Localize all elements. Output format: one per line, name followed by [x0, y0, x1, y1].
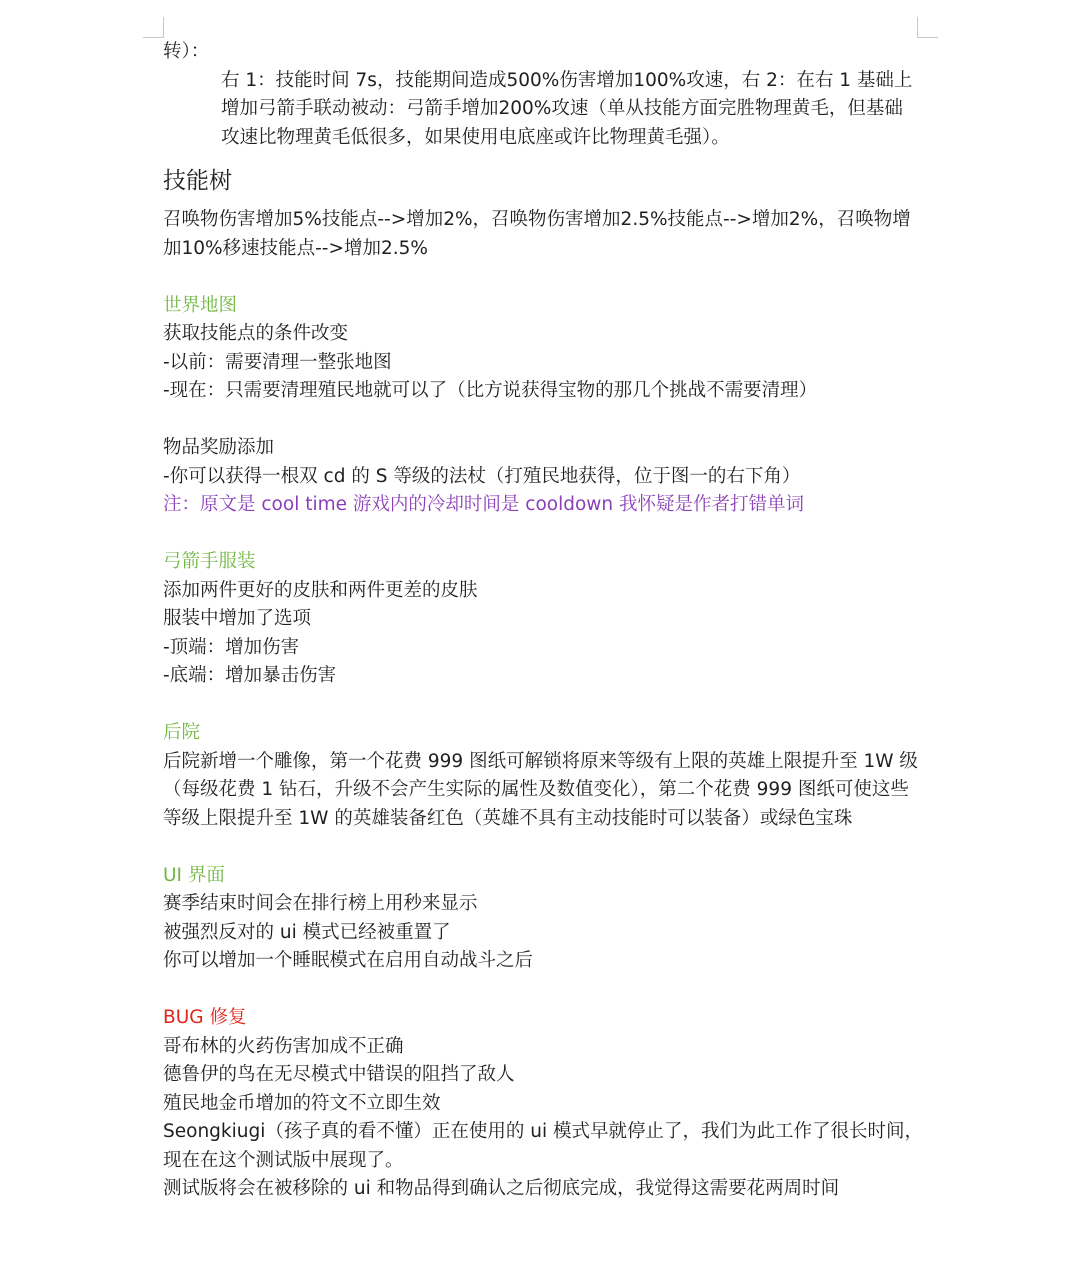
reward-line: 物品奖励添加: [163, 437, 275, 458]
intro-tail: 转）：: [163, 41, 210, 62]
document-page: [163, 38, 923, 1204]
ui-line: 被强烈反对的 ui 模式已经被重置了: [163, 921, 451, 943]
backyard-text: 后院新增一个雕像，第一个花费 999 图纸可解锁将原来等级有上限的英雄上限提升至 1W 级（每级花费 1 钻石，升级不会产生实际的属性及数值变化），第二个花费 999 图纸可使这些等级上限提升至 1W 的英雄装备红色（英雄不具有主动技能时可以装备）或绿色宝珠: [163, 750, 918, 829]
bugfix-paragraph: Seongkiugi（孩子真的看不懂）正在使用的 ui 模式早就停止了，我们为此工作了很长时间，现在在这个测试版中展现了。: [163, 1121, 924, 1171]
translator-note: 注：原文是 cool time 游戏内的冷却时间是 cooldown 我怀疑是作者打错单词: [163, 494, 805, 515]
bugfix-last-line: 测试版将会在被移除的 ui 和物品得到确认之后彻底完成，我觉得这需要花两周时间: [163, 1178, 840, 1199]
world-map-line: -现在：只需要清理殖民地就可以了（比方说获得宝物的那几个挑战不需要清理）: [163, 380, 818, 401]
world-map-line: -以前：需要清理一整张地图: [163, 351, 392, 373]
heading-skill-tree: 技能树: [163, 168, 232, 194]
archer-outfit-line: 服装中增加了选项: [163, 608, 312, 629]
crop-mark-top-left: [143, 17, 164, 38]
ui-line: 赛季结束时间会在排行榜上用秒来显示: [163, 893, 478, 914]
archer-outfit-line: -顶端：增加伤害: [163, 636, 300, 658]
heading-world-map: 世界地图: [163, 294, 238, 316]
bugfix-line: 哥布林的火药伤害加成不正确: [163, 1035, 404, 1057]
world-map-line: 获取技能点的条件改变: [163, 323, 349, 344]
skill-tree-text: 召唤物伤害增加5%技能点-->增加2%，召唤物伤害增加2.5%技能点-->增加2%，召唤物增加10%移速技能点-->增加2.5%: [163, 209, 911, 259]
archer-outfit-line: -底端：增加暴击伤害: [163, 665, 337, 686]
archer-outfit-line: 添加两件更好的皮肤和两件更差的皮肤: [163, 579, 478, 601]
bugfix-line: 殖民地金币增加的符文不立即生效: [163, 1092, 441, 1114]
heading-ui: UI 界面: [163, 864, 225, 886]
crop-mark-top-right: [917, 17, 938, 38]
reward-line: -你可以获得一根双 cd 的 S 等级的法杖（打殖民地获得，位于图一的右下角）: [163, 465, 801, 487]
heading-bugfix: BUG 修复: [163, 1007, 247, 1028]
skill-description: 右 1：技能时间 7s，技能期间造成500%伤害增加100%攻速，右 2：在右 1 基础上增加弓箭手联动被动：弓箭手增加200%攻速（单从技能方面完胜物理黄毛，但基础攻速比物理黄毛低很多，如果使用电底座或许比物理黄毛强）。: [221, 69, 913, 148]
heading-backyard: 后院: [163, 722, 201, 743]
ui-line: 你可以增加一个睡眠模式在启用自动战斗之后: [163, 950, 534, 971]
bugfix-line: 德鲁伊的鸟在无尽模式中错误的阻挡了敌人: [163, 1064, 515, 1085]
heading-archer-outfit: 弓箭手服装: [163, 551, 256, 572]
